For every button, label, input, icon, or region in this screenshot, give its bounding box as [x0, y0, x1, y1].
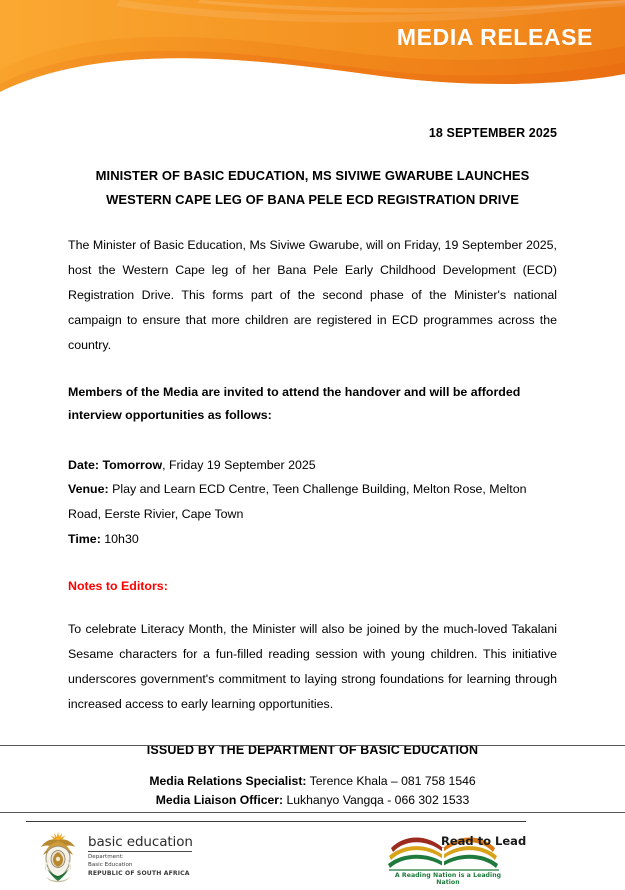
intro-paragraph: The Minister of Basic Education, Ms Siviwe Gwarube, will on Friday, 19 September 2025, host the Western Cape leg of her Bana Pele Early Childhood Development (ECD) Registration Drive. This forms part of the second phase of the Minister's national campaign to ensure that more children are registered in ECD programmes across the country. [68, 238, 557, 352]
contact-details [0, 772, 625, 810]
divider-inset-logos [26, 821, 526, 822]
event-venue-label: Venue: [68, 482, 109, 497]
contact-person-value: Terence Khala – 081 758 1546 [306, 774, 476, 788]
release-date: 18 SEPTEMBER 2025 [428, 126, 557, 140]
dbe-name-line: Basic Education [88, 862, 133, 869]
header-banner [0, 0, 625, 100]
event-time-line [68, 527, 557, 551]
dbe-department-line: Department: [88, 854, 124, 861]
event-date-emphasis: Tomorrow [102, 458, 163, 473]
south-africa-coat-of-arms-icon [36, 830, 80, 886]
event-date-line [68, 453, 557, 477]
dbe-brand-name: basic education [88, 834, 193, 850]
contact-person-value: Lukhanyo Vangqa - 066 302 1533 [283, 792, 470, 807]
document-headline [68, 164, 557, 211]
read-to-lead-logo [383, 828, 527, 886]
dbe-logo [36, 830, 193, 886]
notes-to-editors-heading: Notes to Editors: [68, 579, 168, 594]
issued-by-line: ISSUED BY THE DEPARTMENT OF BASIC EDUCATION [146, 742, 479, 757]
page-title: MEDIA RELEASE [396, 24, 593, 50]
divider-above-logos [0, 812, 625, 813]
dbe-sub-text [88, 854, 193, 879]
read-to-lead-wordmark: Read to Lead [441, 834, 527, 848]
divider-above-contacts [0, 745, 625, 746]
dbe-logo-text [88, 830, 193, 879]
event-venue-line [68, 477, 557, 527]
event-date-value: , Friday 19 September 2025 [162, 458, 316, 473]
footer-logos [0, 826, 625, 890]
notes-to-editors-paragraph: To celebrate Literacy Month, the Minister will also be joined by the much-loved Takalani Sesame characters for a fun-filled reading session with young children. This initiative underscores government's commitment to laying strong foundations for learning through increased access to early learning opportunities. [68, 622, 557, 711]
event-details [68, 453, 557, 551]
contact-media-liaison-officer [0, 791, 625, 810]
contact-role-label: Media Relations Specialist: [149, 774, 307, 788]
media-invitation-paragraph: Members of the Media are invited to attend the handover and will be afforded interview opportunities as follows: [68, 385, 521, 423]
contact-role-label: Media Liaison Officer: [155, 792, 284, 807]
dbe-brand-underline [88, 851, 192, 852]
read-to-lead-tagline: A Reading Nation is a Leading Nation [394, 872, 502, 886]
headline-line-2: WESTERN CAPE LEG OF BANA PELE ECD REGISTRATION DRIVE [106, 191, 519, 207]
dbe-country-line: REPUBLIC OF SOUTH AFRICA [88, 870, 190, 878]
document-body [0, 126, 625, 757]
contact-media-relations-specialist [0, 772, 625, 791]
event-time-label: Time: [68, 532, 101, 547]
event-venue-value: Play and Learn ECD Centre, Teen Challenge Building, Melton Rose, Melton Road, Eerste Rivier, Cape Town [68, 482, 527, 522]
event-time-value: 10h30 [100, 532, 139, 547]
headline-line-1: MINISTER OF BASIC EDUCATION, MS SIVIWE GWARUBE LAUNCHES [95, 168, 530, 183]
event-date-label: Date: [68, 458, 99, 473]
